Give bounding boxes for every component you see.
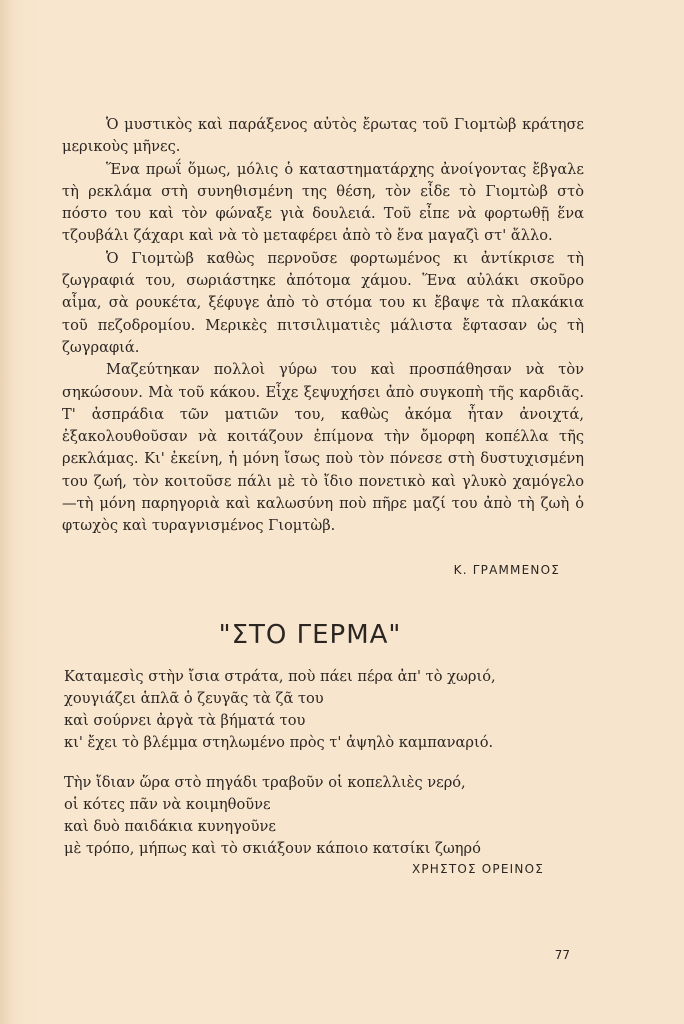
poem-line: οἱ κότες πᾶν νὰ κοιμηθοῦνε (64, 796, 271, 813)
poem-line: κι' ἔχει τὸ βλέμμα στηλωμένο πρὸς τ' ἀψηλὸ καμπαναριό. (64, 734, 494, 751)
poem-line: χουγιάζει ἁπλᾶ ὁ ζευγᾶς τὰ ζᾶ του (64, 690, 324, 707)
story-author-signature: Κ. ΓΡΑΜΜΕΝΟΣ (453, 563, 560, 577)
poem-stanza (64, 772, 604, 860)
paragraph: Ὁ μυστικὸς καὶ παράξενος αὐτὸς ἔρωτας τοῦ Γιομτὼβ κράτησε μερικοὺς μῆνες. (62, 116, 584, 156)
paragraph: Ὁ Γιομτὼβ καθὼς περνοῦσε φορτωμένος κι ἀντίκρισε τὴ ζωγραφιά του, σωριάστηκε ἀπότομα χάμου. Ἕνα αὐλάκι σκοῦρο αἷμα, σὰ ρουκέτα, ξέφυγε ἀπὸ τὸ στόμα του κι ἔβαψε τὰ πλακάκια τοῦ πεζοδρομίου. Μερικὲς πιτσιλιματιὲς μάλιστα ἔφτασαν ὡς τὴ ζωγραφιά. (62, 249, 584, 356)
paragraph: Ἕνα πρωΐ ὅμως, μόλις ὁ καταστηματάρχης ἀνοίγοντας ἔβγαλε τὴ ρεκλάμα στὴ συνηθισμένη της θέση, τὸν εἶδε τὸ Γιομτὼβ στὸ πόστο του καὶ τὸν φώναξε γιὰ δουλειά. Τοῦ εἶπε νὰ φορτωθῇ ἕνα τζουβάλι ζάχαρι καὶ νὰ τὸ μεταφέρει ἀπὸ τὸ ἕνα μαγαζὶ στ' ἄλλο. (62, 160, 584, 245)
page-number: 77 (554, 948, 570, 962)
poem-author-signature: ΧΡΗΣΤΟΣ ΟΡΕΙΝΟΣ (411, 862, 544, 876)
poem-line: καὶ δυὸ παιδάκια κυνηγοῦνε (64, 818, 276, 835)
story-text (62, 114, 584, 538)
poem-line: καὶ σούρνει ἀργὰ τὰ βήματά του (64, 712, 306, 729)
poem-line: Τὴν ἴδιαν ὥρα στὸ πηγάδι τραβοῦν οἱ κοπελλιὲς νερό, (64, 774, 466, 791)
poem-line: μὲ τρόπο, μήπως καὶ τὸ σκιάξουν κάποιο κατσίκι ζωηρό (64, 840, 481, 857)
poem-line: Καταμεσὶς στὴν ἴσια στράτα, ποὺ πάει πέρα ἀπ' τὸ χωριό, (64, 668, 496, 685)
poem-stanza (64, 666, 604, 754)
poem-title: "ΣΤΟ ΓΕΡΜΑ" (218, 620, 402, 650)
paragraph: Μαζεύτηκαν πολλοὶ γύρω του καὶ προσπάθησαν νὰ τὸν σηκώσουν. Μὰ τοῦ κάκου. Εἶχε ξεψυχήσει ἀπὸ συγκοπὴ τῆς καρδιᾶς. Τ' ἀσπράδια τῶν ματιῶν του, καθὼς ἀκόμα ἦταν ἀνοιχτά, ἐξακολουθοῦσαν νὰ κοιτάζουν ἐπίμονα τὴν ὄμορφη κοπέλλα τῆς ρεκλάμας. Κι' ἐκείνη, ἡ μόνη ἴσως ποὺ τὸν πόνεσε στὴ δυστυχισμένη του ζωή, τὸν κοιτοῦσε πάλι μὲ τὸ ἴδιο πονετικὸ καὶ γλυκὸ χαμόγελο—τὴ μόνη παρηγοριὰ καὶ καλωσύνη ποὺ πῆρε μαζί του ἀπὸ τὴ ζωὴ ὁ φτωχὸς καὶ τυραγνισμένος Γιομτὼβ. (62, 361, 584, 535)
